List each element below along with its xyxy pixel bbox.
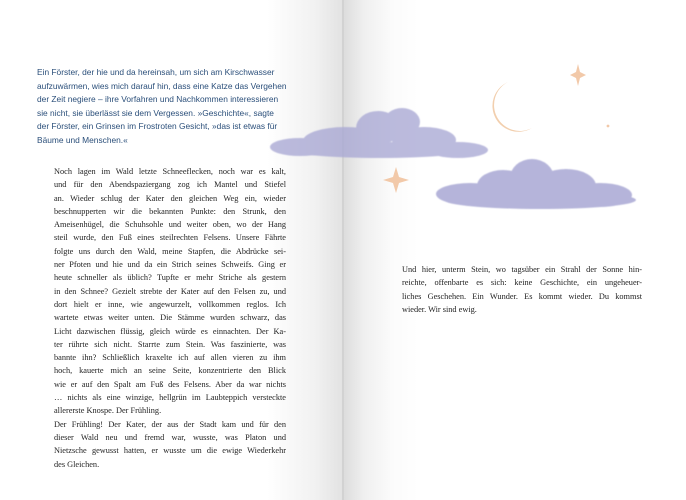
intro-line: aufzuwärmen, wies mich darauf hin, dass eine Katze das Vergehen — [37, 80, 287, 91]
intro-line: Bäume und Menschen.« — [37, 134, 128, 145]
text-line: Ameisenhügel, die Schuhsohle und weiter oben, wo der Hang — [54, 220, 286, 230]
text-line: an. Wieder schlug der Kater den gleichen Weg ein, wieder — [54, 193, 286, 203]
text-line: wartete etwas weiter unten. Die Stämme wurden schwarz, das — [54, 313, 286, 323]
text-line: ter rührte sich nicht. Starrte zum Stein. Was faszinierte, was — [54, 339, 286, 349]
text-line: dieser Wald neu und fremd war, wusste, was Platon und — [54, 432, 286, 442]
text-line: Der Frühling! Der Kater, der aus der Stadt kam und für den — [54, 419, 286, 429]
text-line: dort hielt er inne, wie angewurzelt, vollkommen reglos. Ich — [54, 299, 286, 309]
intro-paragraph — [37, 66, 305, 148]
text-line: beschnupperten wir die bekannten Punkte: den Strunk, den — [54, 206, 286, 216]
intro-line: der Zeit negiere – ihre Vorfahren und Nachkommen interessieren — [37, 94, 279, 105]
text-line: und für den Abendspaziergang zog ich Mantel und Stiefel — [54, 180, 286, 190]
text-line: hoch, kauerte mich an seine Seite, konzentrierte den Blick — [54, 366, 286, 376]
text-line: folgte uns durch den Wald, meine Stapfen, die Abdrücke sei- — [54, 246, 286, 256]
text-line: steil wurde, den Fuß eines steilrechten Felsens. Unsere Fährte — [54, 233, 286, 243]
text-line: wie er auf den Spalt am Fuß des Felsens. Aber da war nichts — [54, 379, 286, 389]
right-body-text — [402, 263, 642, 316]
intro-line: der Förster, ein Grinsen im Frostroten Gesicht, »das ist etwas für — [37, 121, 278, 132]
text-line: … nichts als eine winzige, hellgrün im Laubteppich versteckte — [54, 393, 286, 403]
text-line: Und hier, unterm Stein, wo tagsüber ein Strahl der Sonne hin- — [402, 265, 642, 274]
intro-line: Ein Förster, der hie und da hereinsah, um sich am Kirschwasser — [37, 67, 275, 77]
right-page — [343, 0, 686, 500]
text-line: allererste Knospe. Der Frühling. — [54, 406, 162, 416]
text-line: Licht dazwischen flüssig, gleich würde es einnachten. Der Ka- — [54, 326, 286, 336]
text-line: Nietzsche gewusst hatten, er wusste um die ewige Wiederkehr — [54, 446, 286, 456]
text-line: bannte ihn? Schließlich kraxelte ich auf allen vieren zu ihm — [54, 353, 286, 363]
intro-line: sie nicht, sie überlässt sie dem Vergessen. »Geschichte«, sagte — [37, 107, 274, 118]
left-body-text — [54, 165, 286, 471]
text-line: wieder. Wir sind ewig. — [402, 304, 477, 314]
text-line: reichte, offenbarte es sich: keine Geschichte, ein ungeheuer- — [402, 278, 642, 288]
text-line: des Gleichen. — [54, 459, 100, 469]
text-line: in den Schnee? Gezielt strebte der Kater auf den Felsen zu, und — [54, 286, 286, 296]
book-spine — [342, 0, 344, 500]
text-line: liches Geschehen. Ein Wunder. Es kommt wieder. Du kommst — [402, 291, 642, 301]
text-line: Noch lagen im Wald letzte Schneeflecken, noch war es kalt, — [54, 167, 286, 176]
text-line: heute schneller als üblich? Tupfte er mehr Striche als gestern — [54, 273, 286, 283]
text-line: ner Pfoten und hie und da ein Strich seines Schweifs. Ging er — [54, 260, 286, 270]
